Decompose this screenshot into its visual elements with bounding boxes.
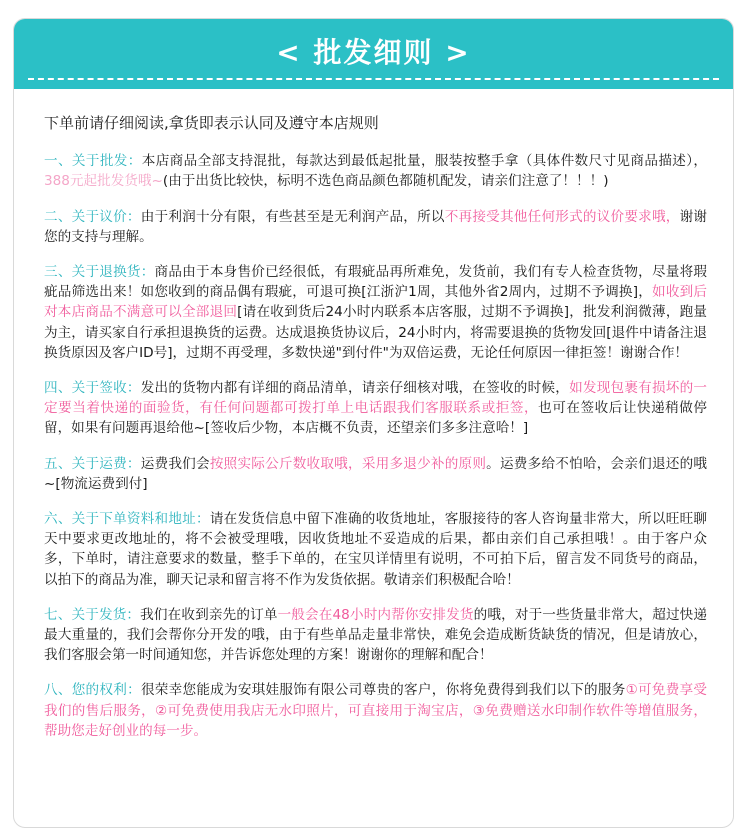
- section-highlight: 按照实际公斤数收取哦，采用多退少补的原则: [209, 455, 487, 472]
- rules-content: [14, 89, 733, 741]
- section-highlight: 388元起批发货哦~: [44, 173, 163, 190]
- section-text: 运费我们会: [140, 455, 210, 472]
- section-text: 很荣幸您能成为安琪娃服饰有限公司尊贵的客户，你将免费得到我们以下的服务: [140, 682, 626, 699]
- section-text: 商品由于本身售价已经很低，有瑕疵品再所难免，发货前，我们有专人检查货物，尽量将瑕疵品筛选出来！如您收到的商品偶有瑕疵，可退可换[江浙沪1周，其他外省2周内，过期不予调换]，: [44, 264, 708, 301]
- section-text: 的哦，对于一些货量非常大，超过快递最大重量的，我们会帮你分开发的哦，由于有些单品走量非常快，难免会造成断货缺货的情况，但是请放心，我们客服会第一时间通知您，并告诉您处理的方案！谢谢你的理解和配合！: [44, 606, 708, 664]
- section-text: (由于出货比较快，标明不选色商品颜色都随机配发，请亲们注意了！！！): [162, 173, 609, 190]
- header-banner: [14, 19, 733, 89]
- section-highlight: 一般会在48小时内帮你安排发货: [277, 606, 474, 623]
- section-heading: 一、关于批发：: [44, 153, 142, 170]
- section-text: [请在收到货后24小时内联系本店客服，过期不予调换]，批发利润微薄，跑量为主，请买家自行承担退换货的运费。达成退换货协议后，24小时内，将需要退换的货物发回[退件中请备注退换货原因及客户ID号]，过期不再受理，多数快递"到付件"为双倍运费，无论任何原因一律拒签！谢谢合作！: [44, 304, 708, 361]
- section-bargain: [44, 207, 707, 247]
- section-text: 由于利润十分有限，有些甚至是无利润产品，所以: [140, 208, 445, 225]
- section-returns: [44, 262, 707, 363]
- intro-text: 下单前请仔细阅读,拿货即表示认同及遵守本店规则: [44, 114, 379, 132]
- section-highlight: 如收到后对本店商品不满意可以全部退回: [44, 284, 708, 321]
- section-shipping-fee: [44, 454, 707, 494]
- section-heading: 四、关于签收：: [44, 380, 141, 397]
- section-wholesale: [44, 151, 707, 191]
- section-delivery: [44, 605, 707, 666]
- section-heading: 五、关于运费：: [44, 455, 141, 472]
- section-highlight: 如发现包裹有损坏的一定要当着快递的面验货，有任何问题都可拨打单上电话跟我们客服联系或拒签，: [44, 380, 708, 417]
- rules-card: [13, 18, 734, 828]
- section-heading: 二、关于议价：: [44, 208, 141, 225]
- section-text: 我们在收到亲先的订单: [140, 606, 278, 623]
- section-text: 发出的货物内都有详细的商品清单，请亲仔细核对哦，在签收的时候，: [140, 380, 570, 397]
- section-heading: 八、您的权利：: [44, 682, 141, 699]
- section-heading: 七、关于发货：: [44, 606, 141, 623]
- section-heading: 六、关于下单资料和地址：: [44, 511, 210, 528]
- section-highlight: 不再接受其他任何形式的议价要求哦，: [444, 208, 680, 225]
- section-text: 。运费多给不怕哈，会亲们退还的哦~[物流运费到付]: [44, 455, 708, 492]
- section-text: 请在发货信息中留下准确的收货地址，客服接待的客人咨询量非常大，所以旺旺聊天中要求更改地址的，将不会被受理哦，因收货地址不妥造成的后果，都由亲们自己承担哦！。由于客户众多，下单时，请注意要求的数量，整手下单的，在宝贝详情里有说明，不可拍下后，留言发不同货号的商品，以拍下的商品为准，聊天记录和留言将不作为发货依据。敬请亲们积极配合哈！: [44, 511, 708, 588]
- section-rights: [44, 680, 707, 741]
- section-heading: 三、关于退换货：: [44, 264, 155, 281]
- section-order-address: [44, 509, 707, 590]
- section-text: 谢谢您的支持与理解。: [44, 208, 708, 245]
- section-highlight: ①可免费享受我们的售后服务，②可免费使用我店无水印照片，可直接用于淘宝店，③免费赠送水印制作软件等增值服务，帮助您走好创业的每一步。: [44, 682, 708, 739]
- section-text: 本店商品全部支持混批，每款达到最低起批量，服装按整手拿（具体件数尺寸见商品描述），: [141, 153, 707, 170]
- page-title: < 批发细则 >: [276, 36, 471, 69]
- section-text: 也可在签收后让快递稍做停留，如果有问题再退给他~[签收后少物，本店概不负责，还望亲们多多注意哈！]: [44, 400, 708, 437]
- section-signing: [44, 378, 707, 439]
